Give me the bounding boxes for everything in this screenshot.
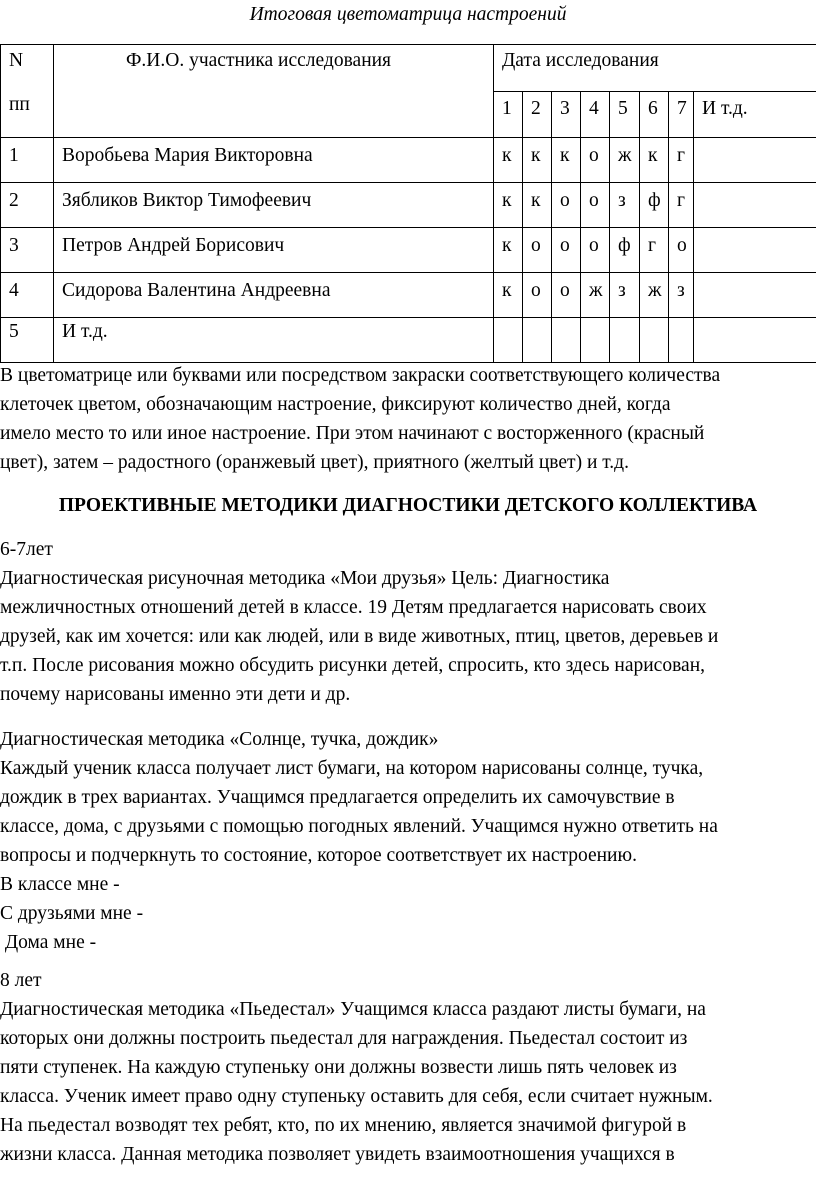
paragraph-line: вопросы и подчеркнуть то состояние, которое соответствует их настроению. <box>0 845 637 866</box>
mood-cell: к <box>494 183 523 228</box>
row-number: 1 <box>1 138 54 183</box>
mood-cell: з <box>610 273 640 318</box>
paragraph-line: На пьедестал возводят тех ребят, кто, по их мнению, является значимой фигурой в <box>0 1115 687 1136</box>
table-row <box>1 273 816 318</box>
mood-cell <box>610 318 640 363</box>
table-row <box>1 228 816 273</box>
row-number: 3 <box>1 228 54 273</box>
document-title: Итоговая цветоматрица настроений <box>249 4 567 25</box>
answer-line: С друзьями мне - <box>0 903 144 924</box>
mood-cell: ж <box>610 138 640 183</box>
mood-cell: ф <box>640 183 669 228</box>
row-number: 4 <box>1 273 54 318</box>
paragraph-line: В цветоматрице или буквами или посредством закраски соответствующего количества <box>0 365 721 386</box>
day-number-cell: 2 <box>523 92 552 138</box>
mood-cell: ф <box>610 228 640 273</box>
paragraph-line: друзей, как им хочется: или как людей, или в виде животных, птиц, цветов, деревьев и <box>0 626 719 647</box>
method-title: Диагностическая методика «Солнце, тучка, дождик» <box>0 729 439 750</box>
day-number-cell: 6 <box>640 92 669 138</box>
participant-name: Петров Андрей Борисович <box>54 228 494 273</box>
day-number-cell: 1 <box>494 92 523 138</box>
day-number-cell: 5 <box>610 92 640 138</box>
participant-name: И т.д. <box>54 318 494 363</box>
intro-paragraph <box>0 361 816 477</box>
mood-cell: о <box>523 273 552 318</box>
mood-cell <box>552 318 581 363</box>
mood-cell <box>494 318 523 363</box>
age-label: 8 лет <box>0 970 42 991</box>
mood-cell <box>581 318 610 363</box>
paragraph-line: жизни класса. Данная методика позволяет увидеть взаимоотношения учащихся в <box>0 1144 675 1165</box>
mood-cell: ж <box>581 273 610 318</box>
paragraph-line: пяти ступенек. На каждую ступеньку они должны возвести лишь пять человек из <box>0 1057 677 1078</box>
table-row <box>1 318 816 363</box>
mood-cell <box>669 318 694 363</box>
paragraph-line: клеточек цветом, обозначающим настроение, фиксируют количество дней, когда <box>0 394 671 415</box>
mood-cell: о <box>669 228 694 273</box>
participant-name: Зябликов Виктор Тимофеевич <box>54 183 494 228</box>
mood-cell: о <box>552 183 581 228</box>
answer-line: Дома мне - <box>0 932 97 953</box>
paragraph-line: класса. Ученик имеет право одну ступеньку оставить для себя, если считает нужным. <box>0 1086 713 1107</box>
mood-cell: о <box>523 228 552 273</box>
day-number-cell: 4 <box>581 92 610 138</box>
mood-cell: к <box>552 138 581 183</box>
header-participant-name: Ф.И.О. участника исследования <box>54 45 494 138</box>
paragraph-line: цвет), затем – радостного (оранжевый цвет), приятного (желтый цвет) и т.д. <box>0 452 629 473</box>
day-number-cell: 7 <box>669 92 694 138</box>
mood-cell <box>694 273 816 318</box>
mood-cell: к <box>523 138 552 183</box>
mood-cell: г <box>669 138 694 183</box>
mood-cell: з <box>610 183 640 228</box>
mood-cell: к <box>640 138 669 183</box>
mood-cell <box>640 318 669 363</box>
mood-cell: о <box>552 228 581 273</box>
section-pedestal <box>0 966 816 1169</box>
header-number-label: N <box>9 50 24 71</box>
mood-cell: г <box>640 228 669 273</box>
table-row <box>1 138 816 183</box>
mood-color-matrix-table <box>0 44 816 363</box>
answer-line: В классе мне - <box>0 874 120 895</box>
mood-cell <box>694 138 816 183</box>
mood-cell: к <box>494 228 523 273</box>
mood-cell: г <box>669 183 694 228</box>
mood-cell: к <box>494 138 523 183</box>
mood-cell: о <box>581 138 610 183</box>
paragraph-line: имело место то или иное настроение. При этом начинают с восторженного (красный <box>0 423 705 444</box>
paragraph-line: которых они должны построить пьедестал для награждения. Пьедестал состоит из <box>0 1028 688 1049</box>
paragraph-line: почему нарисованы именно эти дети и др. <box>0 684 351 705</box>
paragraph-line: межличностных отношений детей в классе. 19 Детям предлагается нарисовать своих <box>0 597 707 618</box>
mood-cell: о <box>552 273 581 318</box>
mood-cell: к <box>523 183 552 228</box>
section-sun-cloud-rain <box>0 725 816 957</box>
mood-cell <box>694 318 816 363</box>
paragraph-line: классе, дома, с друзьями с помощью погодных явлений. Учащимся нужно ответить на <box>0 816 718 837</box>
day-etc-cell: И т.д. <box>694 92 816 138</box>
paragraph-line: дождик в трех вариантах. Учащимся предлагается определить их самочувствие в <box>0 787 675 808</box>
day-number-cell: 3 <box>552 92 581 138</box>
header-number-sublabel: пп <box>9 94 30 115</box>
paragraph-line: т.п. После рисования можно обсудить рисунки детей, спросить, кто здесь нарисован, <box>0 655 705 676</box>
paragraph-line: Диагностическая рисуночная методика «Мои друзья» Цель: Диагностика <box>0 568 610 589</box>
section-heading: ПРОЕКТИВНЫЕ МЕТОДИКИ ДИАГНОСТИКИ ДЕТСКОГО КОЛЛЕКТИВА <box>58 495 758 516</box>
mood-cell: о <box>581 183 610 228</box>
mood-cell: з <box>669 273 694 318</box>
paragraph-line: Диагностическая методика «Пьедестал» Учащимся класса раздают листы бумаги, на <box>0 999 706 1020</box>
header-number-cell <box>1 45 54 138</box>
participant-name: Воробьева Мария Викторовна <box>54 138 494 183</box>
age-label: 6-7лет <box>0 539 53 560</box>
header-study-date: Дата исследования <box>494 45 816 92</box>
mood-cell <box>694 183 816 228</box>
mood-cell: к <box>494 273 523 318</box>
section-my-friends <box>0 535 816 709</box>
mood-cell: о <box>581 228 610 273</box>
table-header-row <box>1 45 816 92</box>
mood-cell <box>523 318 552 363</box>
mood-cell: ж <box>640 273 669 318</box>
row-number: 5 <box>1 318 54 363</box>
row-number: 2 <box>1 183 54 228</box>
paragraph-line: Каждый ученик класса получает лист бумаги, на котором нарисованы солнце, тучка, <box>0 758 704 779</box>
table-row <box>1 183 816 228</box>
mood-cell <box>694 228 816 273</box>
participant-name: Сидорова Валентина Андреевна <box>54 273 494 318</box>
